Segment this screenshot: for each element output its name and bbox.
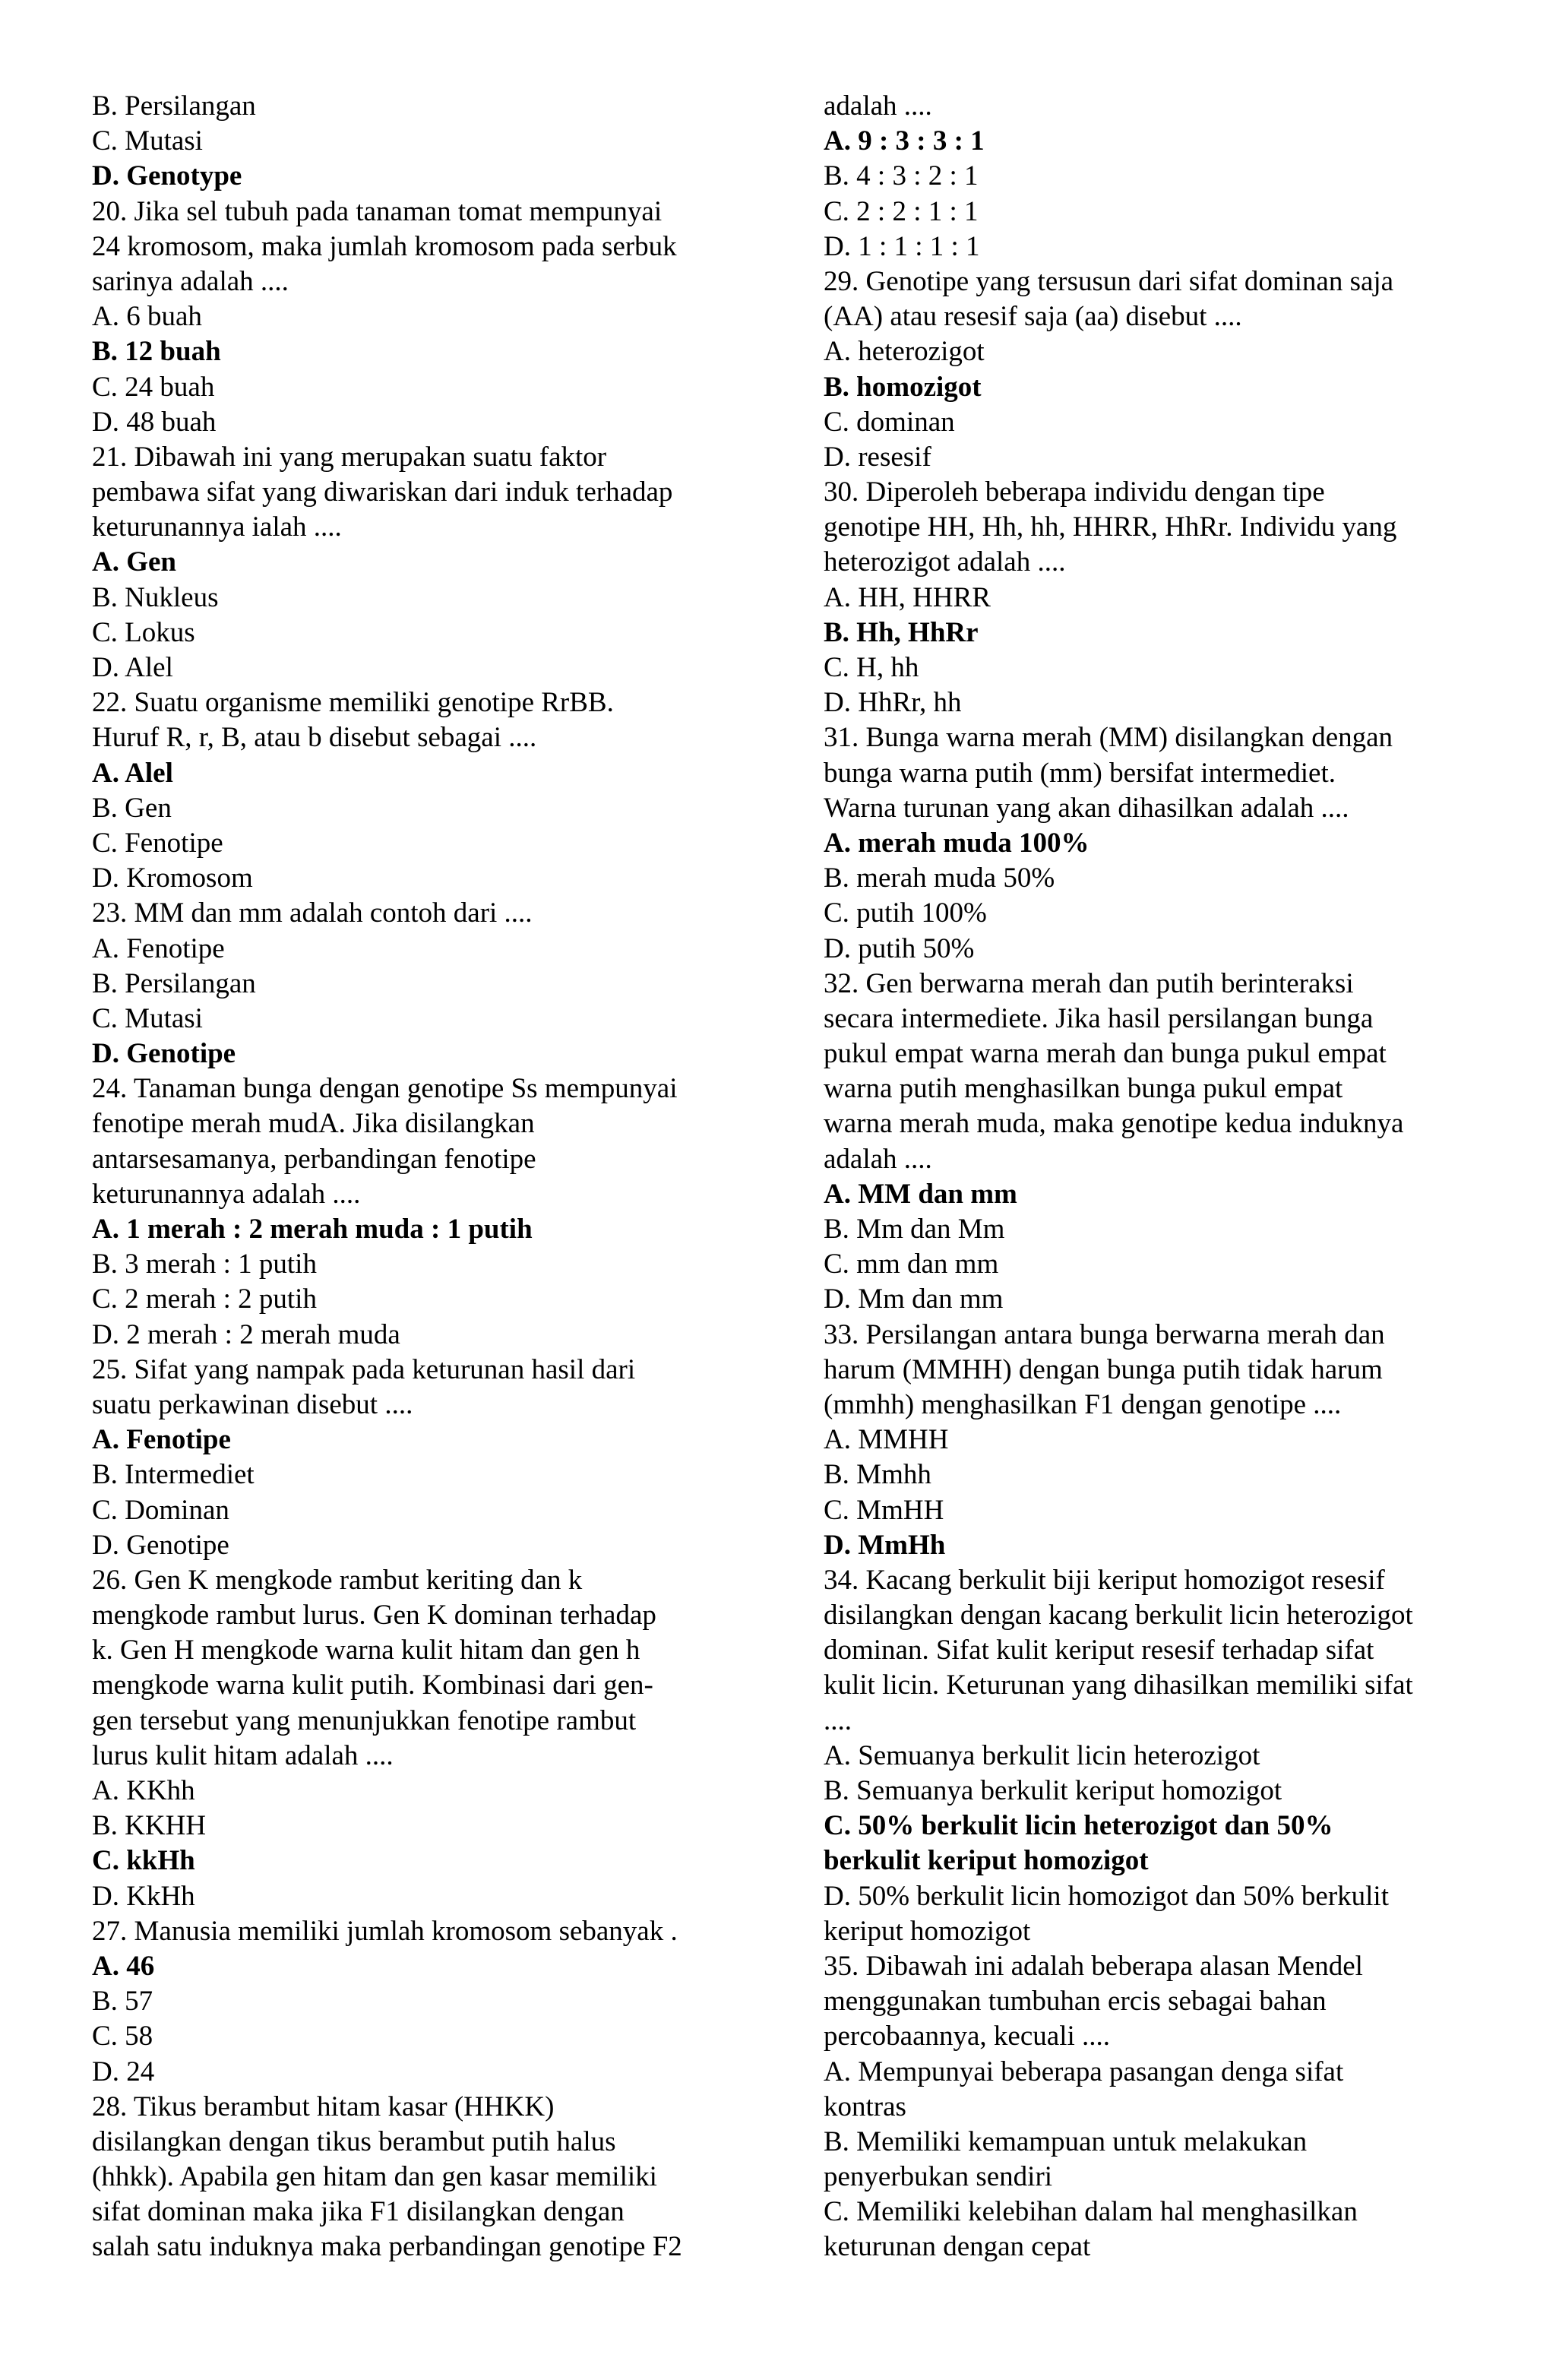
text-line: 20. Jika sel tubuh pada tanaman tomat mempunyai xyxy=(92,195,663,227)
text-line: (AA) atau resesif saja (aa) disebut .... xyxy=(824,301,1242,333)
text-line: percobaannya, kecuali .... xyxy=(824,2021,1111,2052)
text-line: B. 57 xyxy=(92,1986,153,2018)
text-line: 29. Genotipe yang tersusun dari sifat dominan saja xyxy=(824,265,1394,297)
text-line: C. Mutasi xyxy=(92,125,203,157)
text-line: C. mm dan mm xyxy=(824,1249,999,1280)
right-column xyxy=(824,89,1507,2265)
text-line: harum (MMHH) dengan bunga putih tidak harum xyxy=(824,1353,1383,1385)
text-line: 24 kromosom, maka jumlah kromosom pada serbuk xyxy=(92,230,677,262)
text-line: salah satu induknya maka perbandingan genotipe F2 xyxy=(92,2231,682,2263)
text-line: pembawa sifat yang diwariskan dari induk terhadap xyxy=(92,476,673,508)
text-line: 22. Suatu organisme memiliki genotipe RrBB. xyxy=(92,687,614,719)
text-line: B. 3 merah : 1 putih xyxy=(92,1249,317,1280)
text-line: keturunannya ialah .... xyxy=(92,511,342,543)
text-line: bunga warna putih (mm) bersifat intermediet. xyxy=(824,757,1336,789)
text-line: D. Genotipe xyxy=(92,1529,229,1561)
text-line: D. HhRr, hh xyxy=(824,687,962,719)
text-line: 35. Dibawah ini adalah beberapa alasan Mendel xyxy=(824,1950,1363,1982)
text-line: heterozigot adalah .... xyxy=(824,546,1066,578)
text-line: (mmhh) menghasilkan F1 dengan genotipe .... xyxy=(824,1388,1342,1420)
text-line: D. 48 buah xyxy=(92,406,217,438)
text-line: gen tersebut yang menunjukkan fenotipe rambut xyxy=(92,1704,637,1736)
text-line: disilangkan dengan kacang berkulit licin heterozigot xyxy=(824,1600,1413,1632)
left-column xyxy=(92,89,776,2265)
text-line: warna putih menghasilkan bunga pukul empat xyxy=(824,1073,1343,1105)
text-line: B. merah muda 50% xyxy=(824,862,1055,894)
answer-key-line: B. homozigot xyxy=(824,371,982,403)
text-line: C. Lokus xyxy=(92,616,195,648)
text-line: C. MmHH xyxy=(824,1494,944,1526)
text-line: C. dominan xyxy=(824,406,955,438)
text-line: kulit licin. Keturunan yang dihasilkan memiliki sifat xyxy=(824,1669,1413,1701)
text-line: D. 2 merah : 2 merah muda xyxy=(92,1318,400,1350)
text-line: .... xyxy=(824,1704,852,1736)
text-line: D. Alel xyxy=(92,652,173,683)
text-line: penyerbukan sendiri xyxy=(824,2161,1053,2193)
text-line: sifat dominan maka jika F1 disilangkan dengan xyxy=(92,2196,625,2228)
answer-key-line: A. 46 xyxy=(92,1950,155,1982)
text-line: D. Kromosom xyxy=(92,862,253,894)
text-line: 32. Gen berwarna merah dan putih berinteraksi xyxy=(824,967,1354,999)
text-line: fenotipe merah mudA. Jika disilangkan xyxy=(92,1108,535,1140)
text-line: kontras xyxy=(824,2090,906,2122)
text-line: D. putih 50% xyxy=(824,932,975,964)
text-line: Warna turunan yang akan dihasilkan adalah .... xyxy=(824,792,1349,824)
text-line: dominan. Sifat kulit keriput resesif terhadap sifat xyxy=(824,1635,1374,1666)
answer-key-line: B. 12 buah xyxy=(92,336,221,368)
text-line: D. Mm dan mm xyxy=(824,1283,1004,1315)
text-line: C. 58 xyxy=(92,2021,153,2052)
answer-key-line: A. Gen xyxy=(92,546,176,578)
text-line: B. Intermediet xyxy=(92,1459,255,1491)
text-line: k. Gen H mengkode warna kulit hitam dan gen h xyxy=(92,1635,640,1666)
text-line: 27. Manusia memiliki jumlah kromosom sebanyak . xyxy=(92,1915,678,1947)
text-line: C. Memiliki kelebihan dalam hal menghasilkan xyxy=(824,2196,1358,2228)
text-line: C. 24 buah xyxy=(92,371,215,403)
text-line: C. Fenotipe xyxy=(92,827,223,859)
text-line: (hhkk). Apabila gen hitam dan gen kasar memiliki xyxy=(92,2161,657,2193)
text-line: C. H, hh xyxy=(824,652,919,683)
text-line: B. Persilangan xyxy=(92,967,256,999)
text-line: B. 4 : 3 : 2 : 1 xyxy=(824,160,979,192)
text-line: C. Mutasi xyxy=(92,1002,203,1034)
text-line: mengkode warna kulit putih. Kombinasi dari gen- xyxy=(92,1669,653,1701)
text-line: sarinya adalah .... xyxy=(92,265,289,297)
answer-key-line: berkulit keriput homozigot xyxy=(824,1845,1149,1877)
text-line: adalah .... xyxy=(824,1143,932,1175)
text-line: keriput homozigot xyxy=(824,1915,1031,1947)
answer-key-line: D. Genotype xyxy=(92,160,242,192)
text-line: D. 50% berkulit licin homozigot dan 50% berkulit xyxy=(824,1880,1389,1912)
text-line: keturunan dengan cepat xyxy=(824,2231,1091,2263)
text-line: B. Mm dan Mm xyxy=(824,1214,1005,1245)
text-line: 25. Sifat yang nampak pada keturunan hasil dari xyxy=(92,1353,636,1385)
answer-key-line: A. Alel xyxy=(92,757,173,789)
text-line: 30. Diperoleh beberapa individu dengan tipe xyxy=(824,476,1325,508)
text-line: C. Dominan xyxy=(92,1494,229,1526)
text-line: D. 1 : 1 : 1 : 1 xyxy=(824,230,980,262)
text-line: A. KKhh xyxy=(92,1775,195,1806)
text-line: menggunakan tumbuhan ercis sebagai bahan xyxy=(824,1986,1327,2018)
text-line: B. Nukleus xyxy=(92,581,219,613)
text-line: 23. MM dan mm adalah contoh dari .... xyxy=(92,897,533,929)
text-line: A. HH, HHRR xyxy=(824,581,991,613)
answer-key-line: C. 50% berkulit licin heterozigot dan 50% xyxy=(824,1810,1333,1842)
text-line: 34. Kacang berkulit biji keriput homozigot resesif xyxy=(824,1564,1385,1596)
text-line: warna merah muda, maka genotipe kedua induknya xyxy=(824,1108,1404,1140)
text-line: antarsesamanya, perbandingan fenotipe xyxy=(92,1143,536,1175)
text-line: genotipe HH, Hh, hh, HHRR, HhRr. Individu yang xyxy=(824,511,1397,543)
text-line: A. 6 buah xyxy=(92,301,202,333)
text-line: A. MMHH xyxy=(824,1424,949,1456)
text-line: mengkode rambut lurus. Gen K dominan terhadap xyxy=(92,1600,656,1632)
answer-key-line: D. Genotipe xyxy=(92,1038,236,1070)
text-line: D. 24 xyxy=(92,2056,155,2087)
answer-key-line: A. merah muda 100% xyxy=(824,827,1090,859)
text-line: A. Mempunyai beberapa pasangan denga sifat xyxy=(824,2056,1344,2087)
text-line: adalah .... xyxy=(824,90,932,122)
text-line: D. KkHh xyxy=(92,1880,195,1912)
text-line: Huruf R, r, B, atau b disebut sebagai .... xyxy=(92,722,537,754)
text-line: C. 2 : 2 : 1 : 1 xyxy=(824,195,979,227)
answer-key-line: B. Hh, HhRr xyxy=(824,616,979,648)
text-line: pukul empat warna merah dan bunga pukul empat xyxy=(824,1038,1387,1070)
text-line: 26. Gen K mengkode rambut keriting dan k xyxy=(92,1564,583,1596)
text-line: A. Semuanya berkulit licin heterozigot xyxy=(824,1739,1260,1771)
text-line: A. heterozigot xyxy=(824,336,985,368)
text-line: C. 2 merah : 2 putih xyxy=(92,1283,317,1315)
text-line: B. Semuanya berkulit keriput homozigot xyxy=(824,1775,1282,1806)
text-line: secara intermediete. Jika hasil persilangan bunga xyxy=(824,1002,1374,1034)
text-line: 31. Bunga warna merah (MM) disilangkan dengan xyxy=(824,722,1393,754)
answer-key-line: C. kkHh xyxy=(92,1845,195,1877)
text-line: 28. Tikus berambut hitam kasar (HHKK) xyxy=(92,2090,555,2122)
text-line: 33. Persilangan antara bunga berwarna merah dan xyxy=(824,1318,1385,1350)
text-line: B. Memiliki kemampuan untuk melakukan xyxy=(824,2125,1308,2157)
text-line: B. Persilangan xyxy=(92,90,256,122)
answer-key-line: A. Fenotipe xyxy=(92,1424,231,1456)
answer-key-line: D. MmHh xyxy=(824,1529,946,1561)
text-line: B. Gen xyxy=(92,792,172,824)
text-line: lurus kulit hitam adalah .... xyxy=(92,1739,394,1771)
answer-key-line: A. MM dan mm xyxy=(824,1178,1017,1210)
text-line: D. resesif xyxy=(824,441,931,473)
answer-key-line: A. 1 merah : 2 merah muda : 1 putih xyxy=(92,1214,533,1245)
text-line: B. Mmhh xyxy=(824,1459,931,1491)
text-line: suatu perkawinan disebut .... xyxy=(92,1388,413,1420)
answer-key-line: A. 9 : 3 : 3 : 1 xyxy=(824,125,985,157)
text-line: B. KKHH xyxy=(92,1810,207,1842)
text-line: 21. Dibawah ini yang merupakan suatu faktor xyxy=(92,441,607,473)
text-line: C. putih 100% xyxy=(824,897,987,929)
text-line: 24. Tanaman bunga dengan genotipe Ss mempunyai xyxy=(92,1073,678,1105)
text-line: A. Fenotipe xyxy=(92,932,225,964)
text-line: keturunannya adalah .... xyxy=(92,1178,361,1210)
text-line: disilangkan dengan tikus berambut putih halus xyxy=(92,2125,616,2157)
